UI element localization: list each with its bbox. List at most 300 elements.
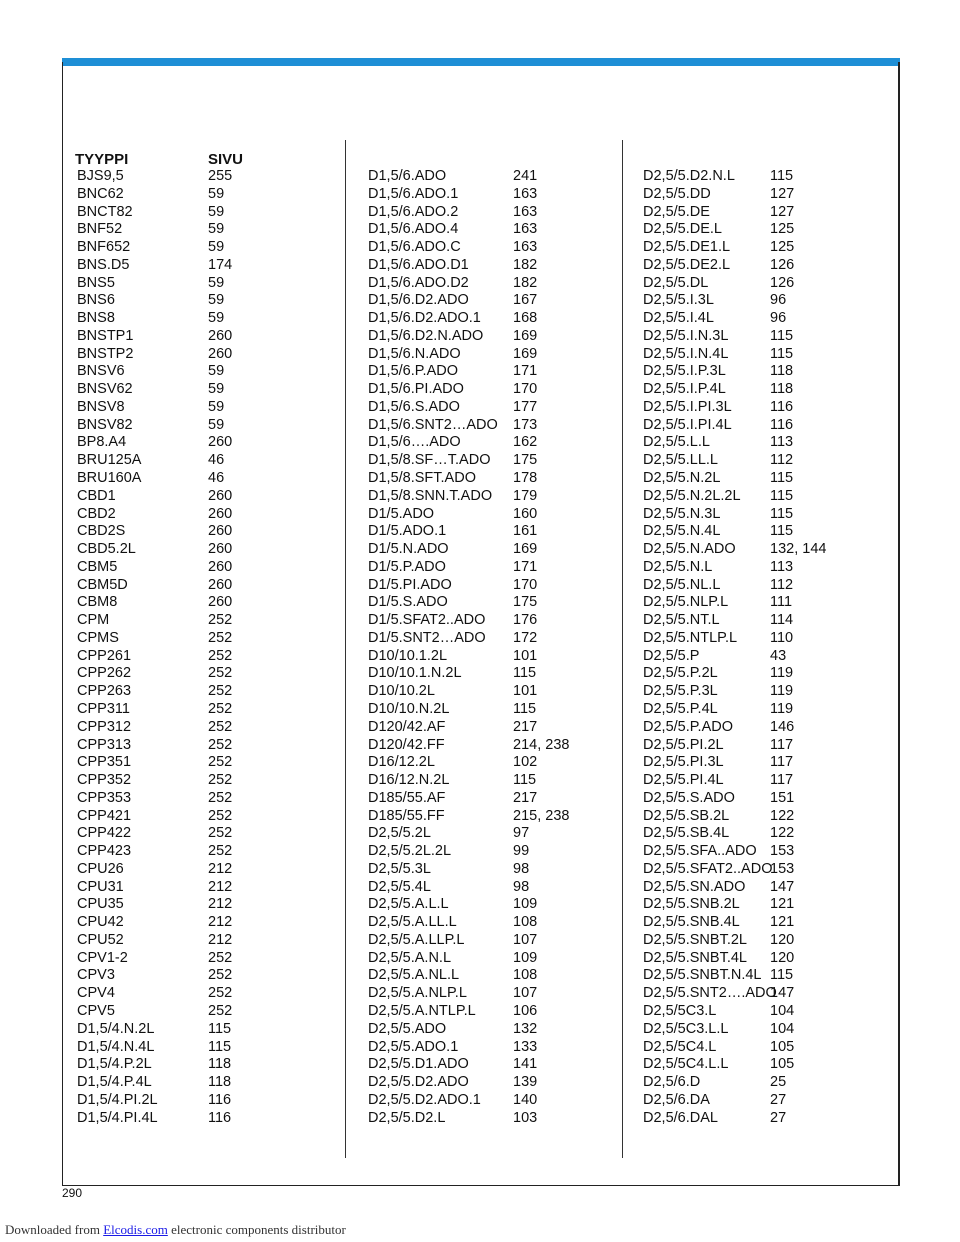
type-code: D2,5/5.I.PI.4L <box>643 416 732 433</box>
page-frame-bottom <box>62 1185 900 1186</box>
type-code: CPP312 <box>77 718 132 735</box>
page-ref: 59 <box>208 310 225 327</box>
page-ref: 212 <box>208 860 233 877</box>
type-code: D1/5.P.ADO <box>368 558 446 575</box>
page-ref: 252 <box>208 612 233 629</box>
type-code: CPP263 <box>77 683 132 700</box>
type-code: D2,5/5.DE2.L <box>643 256 731 273</box>
page-ref: 112 <box>770 576 794 593</box>
type-code: D1,5/8.SFT.ADO <box>368 470 476 487</box>
type-code: BNS8 <box>77 310 115 327</box>
type-code: D2,5/5C4.L.L <box>643 1056 729 1073</box>
type-code: D2,5/5.N.4L <box>643 523 721 540</box>
page-ref: 252 <box>208 843 233 860</box>
type-code: BNSV62 <box>77 381 133 398</box>
page-ref: 162 <box>513 434 538 451</box>
type-code: CPP311 <box>77 700 130 717</box>
type-code: D2,5/5.P.4L <box>643 700 718 717</box>
type-code: CPP261 <box>77 647 132 664</box>
type-code: CPP423 <box>77 843 132 860</box>
page-ref: 241 <box>513 168 538 184</box>
page-ref: 115 <box>513 700 537 717</box>
type-code: D1/5.PI.ADO <box>368 576 452 593</box>
page-ref: 212 <box>208 931 233 948</box>
type-code: D1,5/6.SNT2…ADO <box>368 416 498 433</box>
type-code: D1,5/4.P.4L <box>77 1074 152 1091</box>
page-ref: 125 <box>770 239 795 256</box>
page-ref: 59 <box>208 292 225 309</box>
page-ref: 260 <box>208 505 233 522</box>
page-ref: 252 <box>208 629 233 646</box>
page-ref: 98 <box>513 860 530 877</box>
page-ref: 118 <box>770 363 794 380</box>
page-ref: 101 <box>513 683 538 700</box>
type-code: D2,5/5.I.P.4L <box>643 381 726 398</box>
type-code: D1,5/6.N.ADO <box>368 345 461 362</box>
page-ref: 147 <box>770 985 795 1002</box>
type-code: D1,5/6.S.ADO <box>368 398 460 415</box>
page-ref: 173 <box>513 416 538 433</box>
page-ref: 121 <box>770 914 795 931</box>
type-code: D2,5/5.I.4L <box>643 310 714 327</box>
type-code: D2,5/5.I.N.4L <box>643 345 729 362</box>
page-ref: 163 <box>513 239 538 256</box>
page-ref: 97 <box>513 825 530 842</box>
type-code: D2,5/6.DAL <box>643 1109 718 1126</box>
page-ref: 113 <box>770 434 794 451</box>
type-code: D10/10.2L <box>368 683 435 700</box>
page-ref: 252 <box>208 1002 233 1019</box>
type-code: D2,5/5.D2.ADO <box>368 1074 469 1091</box>
type-code: BNS.D5 <box>77 256 130 273</box>
type-code: D2,5/5.DE.L <box>643 221 722 238</box>
page-ref: 182 <box>513 256 538 273</box>
type-code: D1/5.SNT2…ADO <box>368 629 486 646</box>
type-code: CPV4 <box>77 985 115 1002</box>
page-ref: 260 <box>208 345 233 362</box>
page-ref: 115 <box>208 1038 232 1055</box>
page-ref: 179 <box>513 487 538 504</box>
page-ref: 59 <box>208 239 225 256</box>
page-ref: 217 <box>513 718 538 735</box>
page-ref: 260 <box>208 558 233 575</box>
type-code: BNSV8 <box>77 398 125 415</box>
page-ref: 252 <box>208 683 233 700</box>
type-code: D2,5/5.DD <box>643 185 711 202</box>
page-ref: 59 <box>208 398 225 415</box>
type-code: BP8.A4 <box>77 434 127 451</box>
type-code: D1/5.N.ADO <box>368 541 449 558</box>
type-code: D2,5/5.N.L <box>643 558 713 575</box>
type-code: D2,5/5.N.3L <box>643 505 721 522</box>
page-ref: 115 <box>770 505 794 522</box>
page-ref: 46 <box>208 470 225 487</box>
type-code: D2,5/5.SNT2….ADO <box>643 985 777 1002</box>
type-code: D2,5/5.SNBT.4L <box>643 949 747 966</box>
type-code: D2,5/5.LL.L <box>643 452 718 469</box>
page-ref: 132, 144 <box>770 541 827 558</box>
type-code: D2,5/5.NT.L <box>643 612 720 629</box>
type-code: CPP352 <box>77 772 132 789</box>
page-ref: 107 <box>513 985 538 1002</box>
type-code: CPU52 <box>77 931 124 948</box>
page-ref: 126 <box>770 274 795 291</box>
page-ref: 260 <box>208 523 233 540</box>
page-ref: 163 <box>513 221 538 238</box>
type-code: D1,5/8.SNN.T.ADO <box>368 487 493 504</box>
type-code: CPP351 <box>77 754 132 771</box>
type-code: BNS5 <box>77 274 115 291</box>
page-ref: 171 <box>513 363 538 380</box>
type-code: D1,5/4.P.2L <box>77 1056 152 1073</box>
page-frame-right <box>898 62 900 1186</box>
type-code: D1,5/4.N.2L <box>77 1020 155 1037</box>
type-code: D1/5.SFAT2..ADO <box>368 612 486 629</box>
page-ref: 125 <box>770 221 795 238</box>
page-ref: 153 <box>770 843 795 860</box>
page-ref: 255 <box>208 168 233 184</box>
page-ref: 132 <box>513 1020 538 1037</box>
page-ref: 101 <box>513 647 538 664</box>
page-ref: 119 <box>770 683 794 700</box>
page-ref: 117 <box>770 754 794 771</box>
page-ref: 119 <box>770 665 794 682</box>
download-footer <box>5 1222 346 1238</box>
type-code: D2,5/5.P <box>643 647 700 664</box>
type-code: D2,5/5.P.2L <box>643 665 718 682</box>
type-code: D1,5/4.N.4L <box>77 1038 155 1055</box>
page-ref: 102 <box>513 754 538 771</box>
page-ref: 116 <box>770 398 794 415</box>
type-code: BRU125A <box>77 452 142 469</box>
page-ref: 115 <box>513 665 537 682</box>
type-code: CPM <box>77 612 110 629</box>
page-ref: 214, 238 <box>513 736 570 753</box>
page-ref: 115 <box>770 470 794 487</box>
type-code: D2,5/5.3L <box>368 860 431 877</box>
page-ref: 105 <box>770 1038 795 1055</box>
type-code: D1,5/6.D2.ADO <box>368 292 469 309</box>
type-code: D2,5/5.I.N.3L <box>643 327 729 344</box>
type-code: D2,5/5.D2.L <box>368 1109 446 1126</box>
page-ref: 99 <box>513 843 530 860</box>
type-code: D16/12.2L <box>368 754 435 771</box>
page-ref: 108 <box>513 914 538 931</box>
type-code: D2,5/5.DE1.L <box>643 239 731 256</box>
type-code: D2,5/5.SNB.2L <box>643 896 740 913</box>
page-ref: 114 <box>770 612 794 629</box>
type-code: D2,5/5.A.NLP.L <box>368 985 467 1002</box>
page-ref: 163 <box>513 203 538 220</box>
footer-suffix: electronic components distributor <box>167 1222 346 1237</box>
page-ref: 59 <box>208 203 225 220</box>
page-ref: 59 <box>208 221 225 238</box>
page-ref: 160 <box>513 505 538 522</box>
page-ref: 115 <box>770 327 794 344</box>
type-code: D2,5/5.N.2L.2L <box>643 487 741 504</box>
page-ref: 112 <box>770 452 794 469</box>
type-code: D2,5/5.PI.3L <box>643 754 724 771</box>
page-ref: 252 <box>208 825 233 842</box>
page-ref: 140 <box>513 1091 538 1108</box>
page-ref: 104 <box>770 1020 795 1037</box>
page-column-header: SIVU <box>208 151 244 168</box>
type-code: BNF652 <box>77 239 131 256</box>
type-code: CPP353 <box>77 789 132 806</box>
type-code: CPMS <box>77 629 119 646</box>
type-code: D2,5/5.ADO.1 <box>368 1038 459 1055</box>
page-ref: 252 <box>208 665 233 682</box>
page-ref: 121 <box>770 896 795 913</box>
page-ref: 104 <box>770 1002 795 1019</box>
type-code: D2,5/5.D1.ADO <box>368 1056 469 1073</box>
type-code: D1,5/6.ADO.1 <box>368 185 459 202</box>
page-ref: 127 <box>770 185 795 202</box>
elcodis-link[interactable]: Elcodis.com <box>103 1222 168 1237</box>
page-ref: 139 <box>513 1074 538 1091</box>
type-code: D2,5/5.A.LLP.L <box>368 931 465 948</box>
type-code: D2,5/5.I.3L <box>643 292 714 309</box>
page-ref: 105 <box>770 1056 795 1073</box>
page-ref: 115 <box>770 345 794 362</box>
page-ref: 113 <box>770 558 794 575</box>
page-ref: 175 <box>513 452 538 469</box>
type-code: CBM5 <box>77 558 118 575</box>
type-code: D2,5/5.NLP.L <box>643 594 729 611</box>
page-ref: 147 <box>770 878 795 895</box>
type-code: D2,5/5.2L.2L <box>368 843 452 860</box>
page-ref: 122 <box>770 807 795 824</box>
type-code: D1,5/6.ADO.C <box>368 239 461 256</box>
type-code: BNS6 <box>77 292 115 309</box>
type-code: D1,5/4.PI.4L <box>77 1109 158 1126</box>
page-ref: 252 <box>208 700 233 717</box>
type-code: D2,5/5.4L <box>368 878 431 895</box>
type-code: D2,5/5.SN.ADO <box>643 878 746 895</box>
page-ref: 109 <box>513 896 538 913</box>
type-code: D2,5/5.A.NL.L <box>368 967 460 984</box>
page-ref: 175 <box>513 594 538 611</box>
type-code: D1,5/6….ADO <box>368 434 461 451</box>
type-code: D2,5/6.D <box>643 1074 701 1091</box>
type-code: D1,5/6.PI.ADO <box>368 381 464 398</box>
type-code: D2,5/5.PI.2L <box>643 736 724 753</box>
type-code: CPU31 <box>77 878 124 895</box>
page-ref: 252 <box>208 789 233 806</box>
type-code: D16/12.N.2L <box>368 772 450 789</box>
page-ref: 116 <box>208 1109 232 1126</box>
type-code: D2,5/5.A.NTLP.L <box>368 1002 476 1019</box>
type-code: BJS9,5 <box>77 168 124 184</box>
type-code: D2,5/5C4.L <box>643 1038 717 1055</box>
type-code: CBD2S <box>77 523 126 540</box>
page-ref: 260 <box>208 487 233 504</box>
type-code: D2,5/5.N.ADO <box>643 541 736 558</box>
page-ref: 260 <box>208 327 233 344</box>
page-ref: 115 <box>770 168 794 184</box>
page-ref: 115 <box>770 967 794 984</box>
page-ref: 119 <box>770 700 794 717</box>
column-divider <box>345 140 346 1158</box>
page-ref: 59 <box>208 416 225 433</box>
type-code: D1,5/6.ADO.2 <box>368 203 459 220</box>
page-ref: 215, 238 <box>513 807 570 824</box>
page-ref: 260 <box>208 576 233 593</box>
page-ref: 252 <box>208 718 233 735</box>
type-code: D1/5.ADO <box>368 505 435 522</box>
page-ref: 212 <box>208 896 233 913</box>
type-code: D2,5/5.I.P.3L <box>643 363 726 380</box>
page-ref: 96 <box>770 292 787 309</box>
page-ref: 120 <box>770 931 795 948</box>
page-ref: 59 <box>208 381 225 398</box>
page-ref: 118 <box>770 381 794 398</box>
type-code: CBD2 <box>77 505 116 522</box>
type-code: CPP421 <box>77 807 132 824</box>
type-code: BNSTP1 <box>77 327 134 344</box>
type-code: D1,5/6.ADO.D2 <box>368 274 469 291</box>
type-column-header: TYYPPI <box>75 151 129 168</box>
page-ref: 111 <box>770 594 793 611</box>
type-code: D2,5/5.SNBT.N.4L <box>643 967 762 984</box>
page-ref: 116 <box>770 416 794 433</box>
type-code: D1,5/6.D2.ADO.1 <box>368 310 481 327</box>
type-code: D2,5/5.SB.2L <box>643 807 730 824</box>
type-code: CPU42 <box>77 914 124 931</box>
page-ref: 109 <box>513 949 538 966</box>
type-code: D2,5/6.DA <box>643 1091 710 1108</box>
page-ref: 146 <box>770 718 795 735</box>
type-code: BNSV6 <box>77 363 125 380</box>
type-code: D1/5.ADO.1 <box>368 523 447 540</box>
page-ref: 217 <box>513 789 538 806</box>
page-ref: 110 <box>770 629 794 646</box>
page-ref: 174 <box>208 256 233 273</box>
page-ref: 115 <box>513 772 537 789</box>
type-code: D2,5/5.PI.4L <box>643 772 724 789</box>
page-ref: 178 <box>513 470 538 487</box>
type-code: BRU160A <box>77 470 142 487</box>
type-code: D2,5/5.SB.4L <box>643 825 730 842</box>
type-code: D1,5/6.ADO.4 <box>368 221 459 238</box>
page-ref: 133 <box>513 1038 538 1055</box>
type-code: CBD1 <box>77 487 116 504</box>
type-code: D1/5.S.ADO <box>368 594 448 611</box>
type-code: D1,5/6.ADO <box>368 168 447 184</box>
page-ref: 107 <box>513 931 538 948</box>
page-ref: 167 <box>513 292 538 309</box>
page-ref: 127 <box>770 203 795 220</box>
type-code: BNC62 <box>77 185 124 202</box>
page-ref: 115 <box>770 523 794 540</box>
page-ref: 151 <box>770 789 795 806</box>
page-ref: 126 <box>770 256 795 273</box>
type-code: D1,5/6.P.ADO <box>368 363 459 380</box>
page-ref: 260 <box>208 541 233 558</box>
page-ref: 117 <box>770 736 794 753</box>
header-accent-bar <box>62 58 900 66</box>
type-code: D2,5/5.P.3L <box>643 683 718 700</box>
type-code: D2,5/5.N.2L <box>643 470 721 487</box>
type-code: CPV1-2 <box>77 949 128 966</box>
page-ref: 153 <box>770 860 795 877</box>
type-code: D2,5/5.L.L <box>643 434 710 451</box>
page-ref: 27 <box>770 1109 787 1126</box>
type-code: D2,5/5C3.L.L <box>643 1020 729 1037</box>
type-code: D2,5/5.NTLP.L <box>643 629 738 646</box>
footer-prefix: Downloaded from <box>5 1222 104 1237</box>
type-code: CPU26 <box>77 860 124 877</box>
type-code: D1,5/6.ADO.D1 <box>368 256 469 273</box>
page-ref: 176 <box>513 612 538 629</box>
type-code: CPV5 <box>77 1002 115 1019</box>
column-divider <box>622 140 623 1158</box>
page-ref: 120 <box>770 949 795 966</box>
type-code: CPP313 <box>77 736 132 753</box>
type-code: D2,5/5.A.N.L <box>368 949 452 966</box>
page-ref: 122 <box>770 825 795 842</box>
page-frame-left <box>62 62 63 1186</box>
page-ref: 115 <box>208 1020 232 1037</box>
page-ref: 96 <box>770 310 787 327</box>
type-code: D2,5/5.P.ADO <box>643 718 734 735</box>
type-code: CPP262 <box>77 665 132 682</box>
page-ref: 252 <box>208 754 233 771</box>
page-ref: 59 <box>208 185 225 202</box>
type-code: D2,5/5.D2.N.L <box>643 168 735 184</box>
type-code: D2,5/5.SFA..ADO <box>643 843 757 860</box>
page-ref: 252 <box>208 647 233 664</box>
page-ref: 252 <box>208 807 233 824</box>
type-code: D2,5/5.SFAT2..ADO <box>643 860 773 877</box>
type-code: D2,5/5.DE <box>643 203 710 220</box>
page-ref: 260 <box>208 594 233 611</box>
page-ref: 171 <box>513 558 538 575</box>
page-ref: 117 <box>770 772 794 789</box>
page-ref: 252 <box>208 736 233 753</box>
type-code: D2,5/5.D2.ADO.1 <box>368 1091 481 1108</box>
type-code: D2,5/5.SNBT.2L <box>643 931 747 948</box>
page-ref: 168 <box>513 310 538 327</box>
type-code: D2,5/5.NL.L <box>643 576 721 593</box>
type-code: D185/55.FF <box>368 807 445 824</box>
page-ref: 27 <box>770 1091 787 1108</box>
page-ref: 98 <box>513 878 530 895</box>
type-code: D10/10.1.N.2L <box>368 665 462 682</box>
type-code: BNSTP2 <box>77 345 134 362</box>
page-ref: 169 <box>513 345 538 362</box>
type-code: D10/10.N.2L <box>368 700 450 717</box>
page-ref: 46 <box>208 452 225 469</box>
page-ref: 252 <box>208 772 233 789</box>
type-code: D1,5/4.PI.2L <box>77 1091 158 1108</box>
page-ref: 170 <box>513 381 538 398</box>
page-ref: 182 <box>513 274 538 291</box>
page-ref: 115 <box>770 487 794 504</box>
type-code: D10/10.1.2L <box>368 647 448 664</box>
page-ref: 141 <box>513 1056 538 1073</box>
type-code: D120/42.FF <box>368 736 445 753</box>
type-code: D2,5/5.ADO <box>368 1020 447 1037</box>
page-ref: 108 <box>513 967 538 984</box>
type-code: BNSV82 <box>77 416 133 433</box>
page-ref: 106 <box>513 1002 538 1019</box>
type-code: D2,5/5C3.L <box>643 1002 717 1019</box>
page-ref: 116 <box>208 1091 232 1108</box>
page-ref: 170 <box>513 576 538 593</box>
page-ref: 212 <box>208 878 233 895</box>
type-code: D2,5/5.A.L.L <box>368 896 449 913</box>
